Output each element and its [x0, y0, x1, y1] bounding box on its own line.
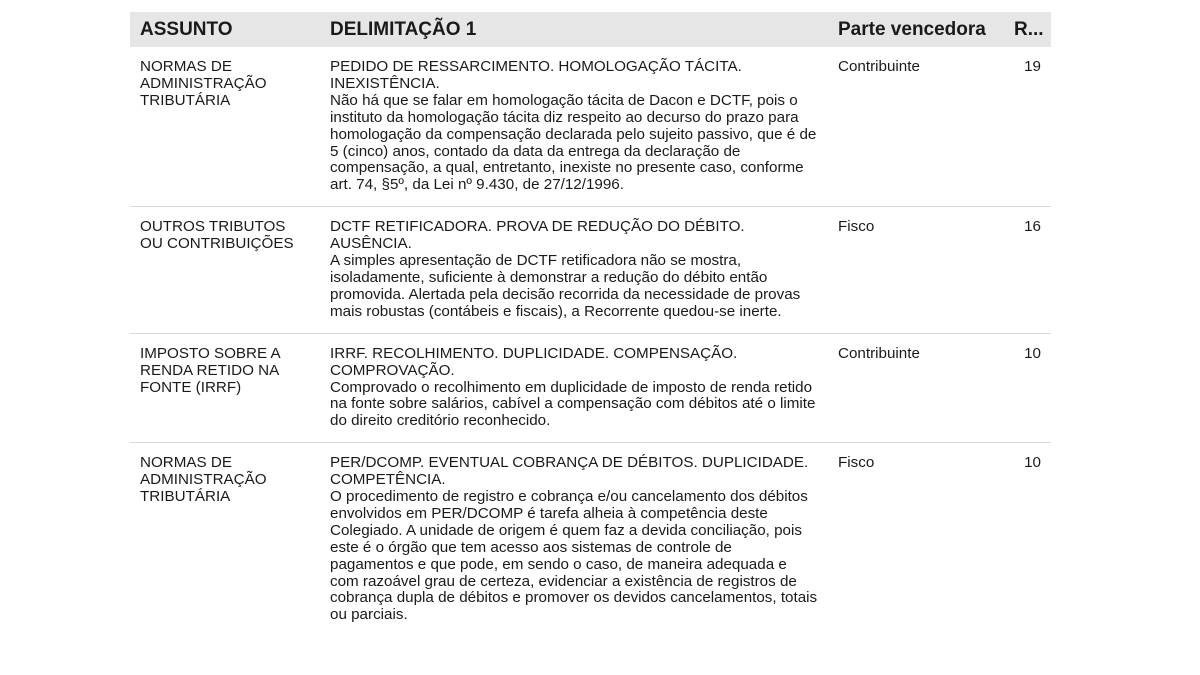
table-body	[130, 47, 1051, 636]
cell-delimitacao	[320, 207, 828, 333]
cell-assunto: NORMAS DE ADMINISTRAÇÃO TRIBUTÁRIA	[140, 454, 267, 506]
header-parte-vencedora[interactable]: Parte vencedora	[828, 12, 1002, 47]
decisions-table-container	[130, 12, 1051, 636]
table-row	[130, 207, 1051, 333]
header-row	[130, 12, 1051, 47]
delimitacao-body: O procedimento de registro e cobrança e/ou cancelamento dos débitos envolvidos em PER/DCOMP é tarefa alheia à competência deste Colegiado. A unidade de origem é quem faz a devida conciliação, pois este é o órgão que tem acesso aos sistemas de controle de pagamentos e que pode, em sendo o caso, de maneira adequada e com razoável grau de certeza, evidenciar a existência de registros de cobrança dupla de débitos e promover os devidos cancelamentos, totais ou parciais.	[330, 488, 818, 624]
table-row	[130, 333, 1051, 443]
delimitacao-headline: IRRF. RECOLHIMENTO. DUPLICIDADE. COMPENSAÇÃO. COMPROVAÇÃO.	[330, 344, 738, 379]
cell-delimitacao	[320, 47, 828, 207]
delimitacao-body: Não há que se falar em homologação tácita de Dacon e DCTF, pois o instituto da homologação tácita diz respeito ao decurso do prazo para homologação da compensação declarada pelo sujeito passivo, que é de 5 (cinco) anos, contado da data da entrega da declaração de compensação, a qual, entretanto, inexiste no presente caso, conforme art. 74, §5º, da Lei nº 9.430, de 27/12/1996.	[330, 91, 817, 194]
cell-r-value: 19	[1002, 47, 1051, 207]
delimitacao-body: A simples apresentação de DCTF retificadora não se mostra, isoladamente, suficiente à demonstrar a redução do débito então promovida. Alertada pela decisão recorrida da necessidade de provas mais robustas (contábeis e fiscais), a Recorrente quedou-se inerte.	[330, 252, 801, 320]
cell-assunto: OUTROS TRIBUTOS OU CONTRIBUIÇÕES	[130, 207, 320, 333]
table-row	[130, 443, 1051, 637]
cell-assunto: IMPOSTO SOBRE A RENDA RETIDO NA FONTE (IRRF)	[130, 333, 320, 443]
cell-r-value: 10	[1024, 454, 1041, 472]
cell-r-value: 10	[1002, 333, 1051, 443]
delimitacao-body: Comprovado o recolhimento em duplicidade de imposto de renda retido na fonte sobre salários, cabível a compensação com débitos até o limite do direito creditório reconhecido.	[330, 378, 816, 430]
cell-parte-vencedora: Contribuinte	[828, 333, 1002, 443]
delimitacao-headline: PER/DCOMP. EVENTUAL COBRANÇA DE DÉBITOS. DUPLICIDADE. COMPETÊNCIA.	[330, 454, 809, 489]
cell-assunto: NORMAS DE ADMINISTRAÇÃO TRIBUTÁRIA	[130, 47, 320, 207]
cell-parte-vencedora: Fisco	[828, 207, 1002, 333]
decisions-table	[130, 12, 1051, 636]
delimitacao-headline: DCTF RETIFICADORA. PROVA DE REDUÇÃO DO DÉBITO. AUSÊNCIA.	[330, 218, 745, 253]
cell-parte-vencedora: Contribuinte	[828, 47, 1002, 207]
header-r-truncated[interactable]: R...	[1002, 12, 1051, 47]
table-header	[130, 12, 1051, 47]
header-delimitacao[interactable]: DELIMITAÇÃO 1	[320, 12, 828, 47]
cell-delimitacao	[320, 443, 828, 637]
cell-parte-vencedora: Fisco	[838, 454, 875, 472]
cell-delimitacao	[320, 333, 828, 443]
header-assunto[interactable]: ASSUNTO	[130, 12, 320, 47]
table-row	[130, 47, 1051, 207]
cell-r-value: 16	[1002, 207, 1051, 333]
delimitacao-headline: PEDIDO DE RESSARCIMENTO. HOMOLOGAÇÃO TÁCITA. INEXISTÊNCIA.	[330, 58, 742, 92]
